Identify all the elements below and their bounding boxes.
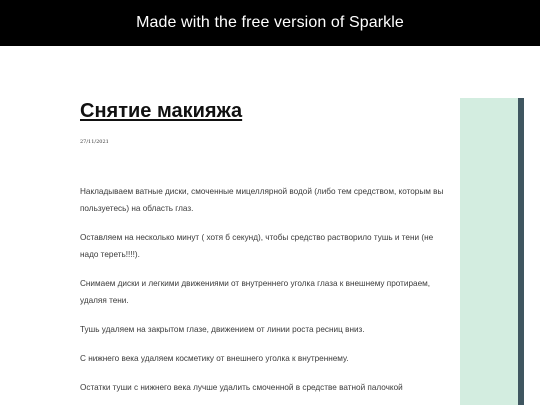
side-panel <box>460 98 518 405</box>
paragraph-3 <box>80 275 460 309</box>
paragraph-4 <box>80 321 460 338</box>
paragraph-5 <box>80 350 460 367</box>
paragraph-6 <box>80 379 460 396</box>
paragraph-6-line-1: Остатки туши с нижнего века лучше удалить смоченной в средстве ватной палочкой <box>80 383 403 392</box>
paragraph-5-line-1: С нижнего века удаляем косметику от внешнего уголка к внутреннему. <box>80 354 349 363</box>
paragraph-4-line-1: Тушь удаляем на закрытом глазе, движением от линии роста ресниц вниз. <box>80 325 365 334</box>
article <box>80 98 460 396</box>
banner-text: Made with the free version of Sparkle <box>136 14 404 31</box>
paragraph-1-line-2: пользуетесь) на область глаз. <box>80 204 194 213</box>
paragraph-2-line-1: Оставляем на несколько минут ( хотя б секунд), чтобы средство растворило тушь и тени (не <box>80 233 434 242</box>
paragraph-3-line-2: удаляя тени. <box>80 296 129 305</box>
paragraph-3-line-1: Снимаем диски и легкими движениями от внутреннего уголка глаза к внешнему протираем, <box>80 279 431 288</box>
article-title: Снятие макияжа <box>80 100 243 122</box>
article-date: 27/11/2021 <box>80 139 109 145</box>
paragraph-2 <box>80 229 460 263</box>
paragraph-1-line-1: Накладываем ватные диски, смоченные мицеллярной водой (либо тем средством, которым вы <box>80 187 444 196</box>
side-bar-accent <box>518 98 524 405</box>
paragraph-2-line-2: надо тереть!!!!). <box>80 250 140 259</box>
paragraph-1 <box>80 183 460 217</box>
sparkle-banner[interactable] <box>0 0 540 46</box>
